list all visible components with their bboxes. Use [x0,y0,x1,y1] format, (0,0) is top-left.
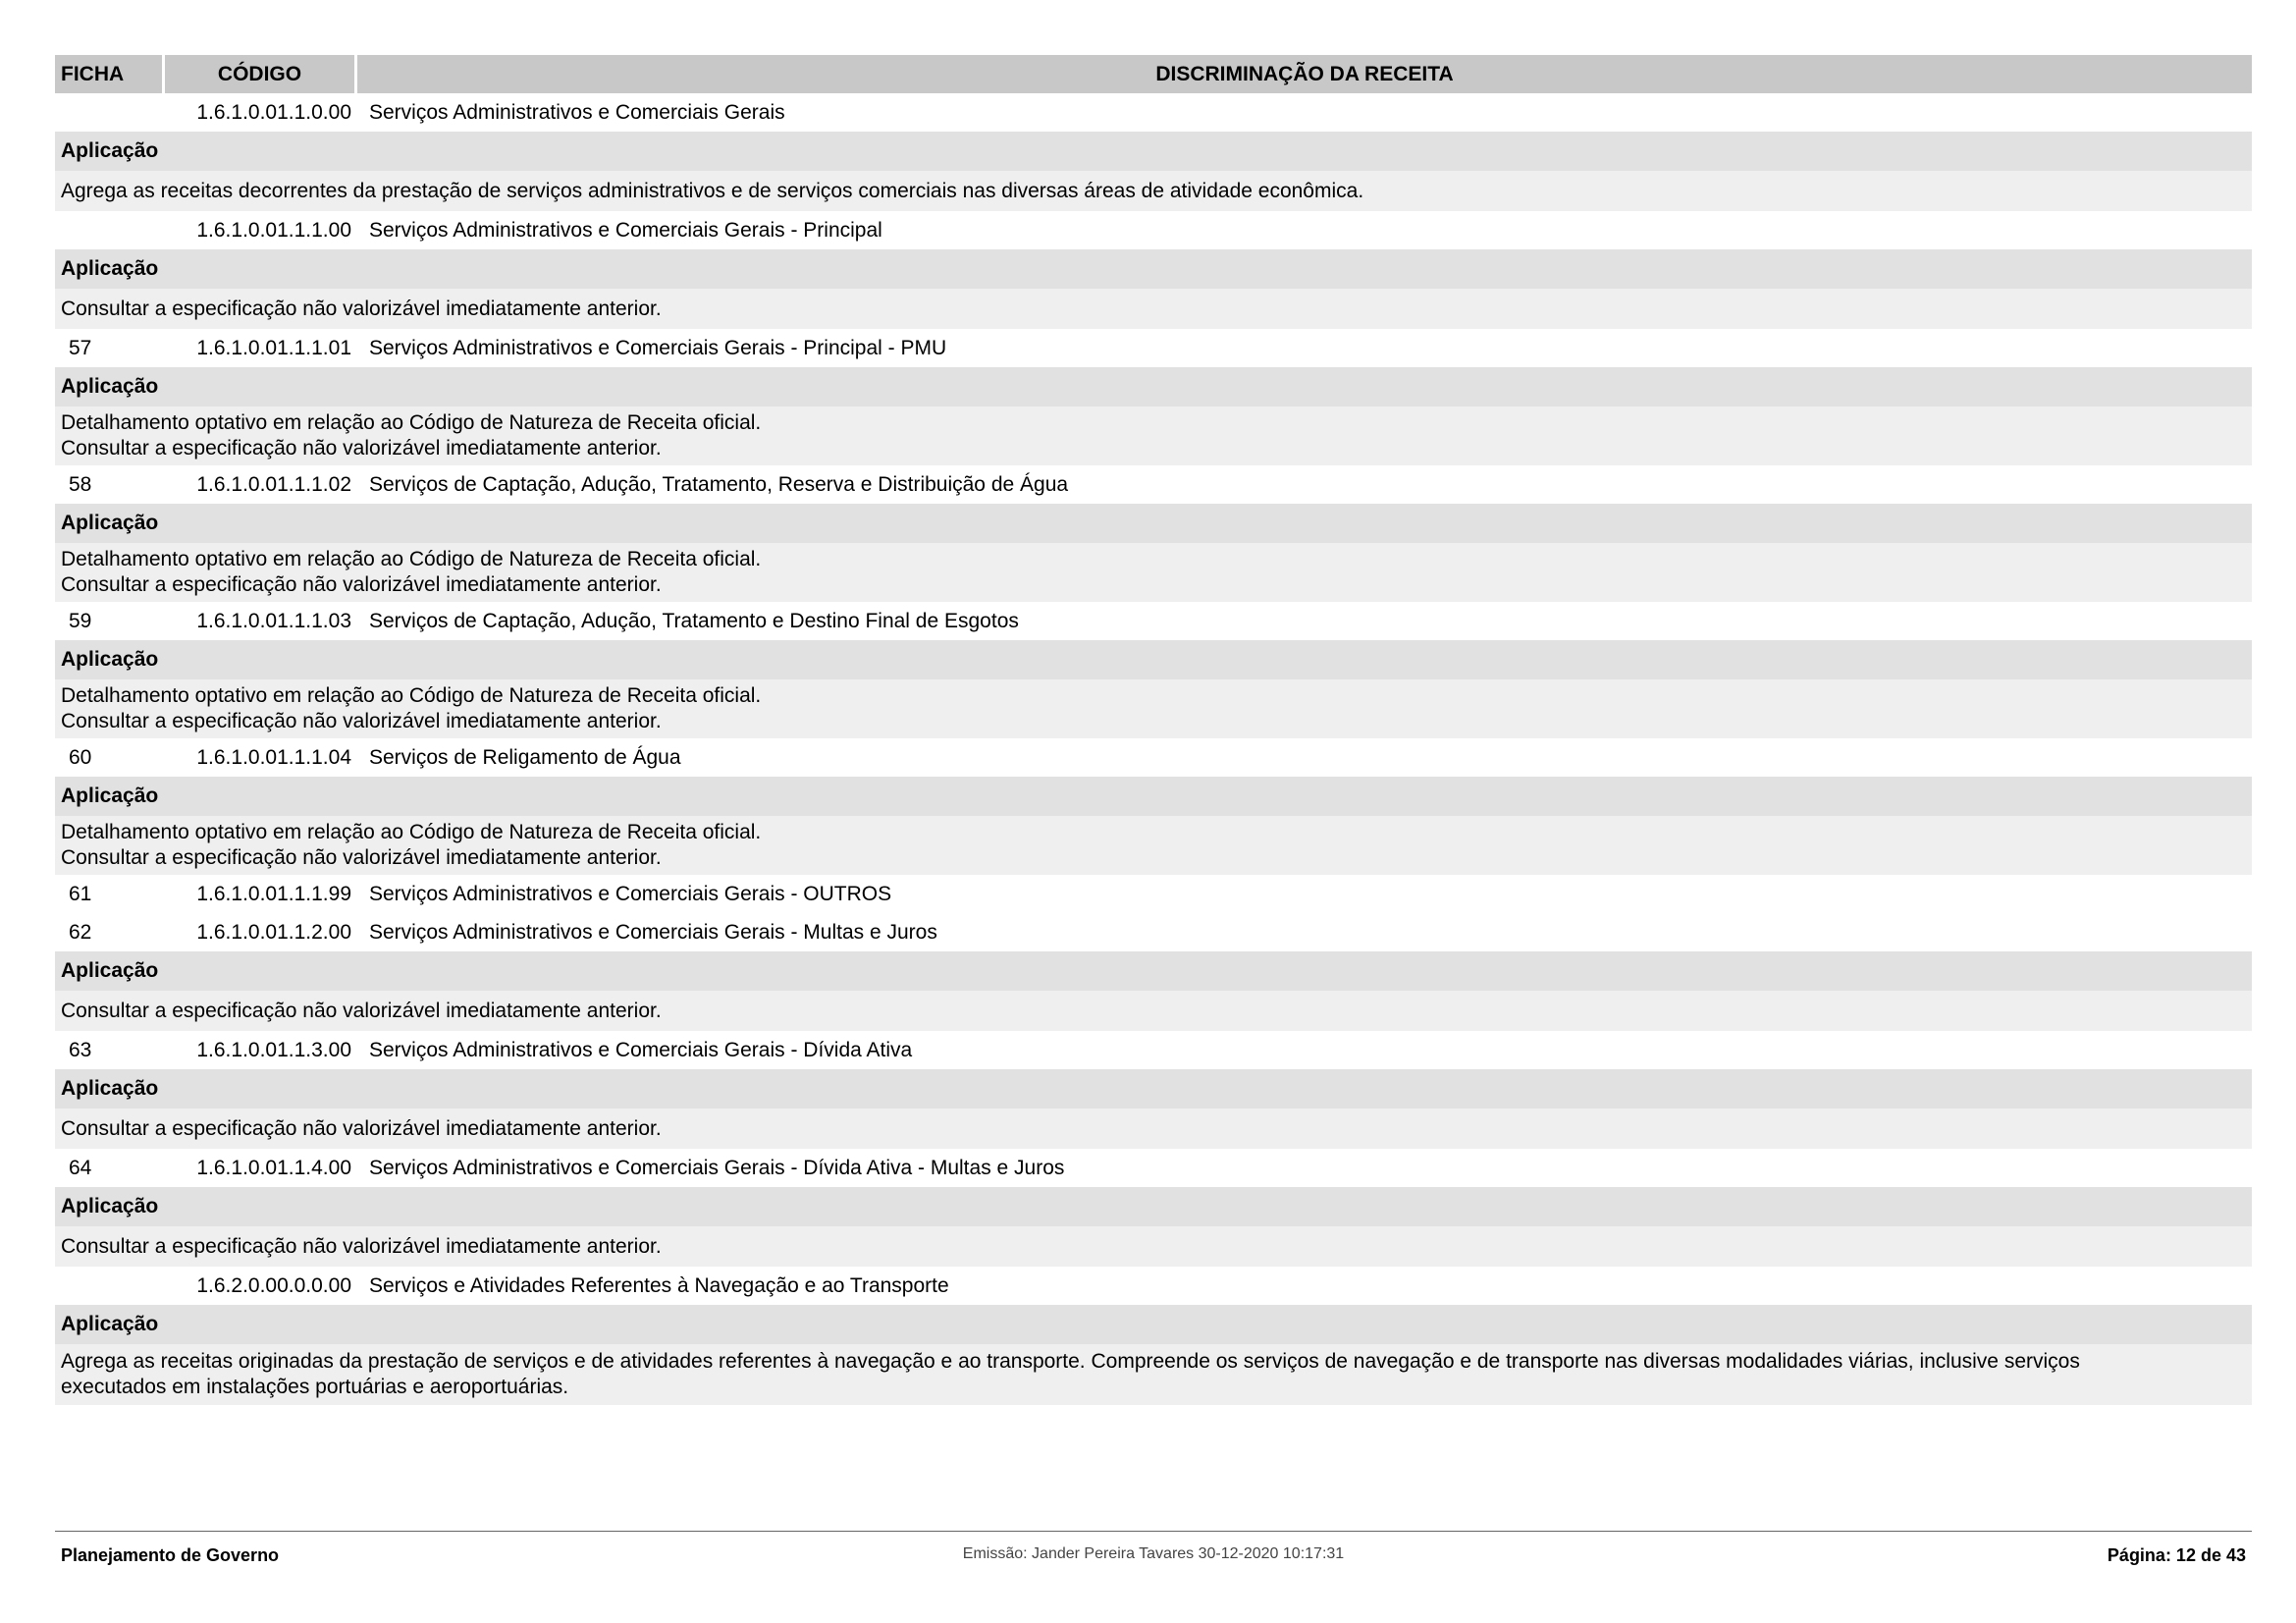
entry-discriminacao: Serviços Administrativos e Comerciais Gerais - Multas e Juros [369,920,937,944]
aplicacao-label: Aplicação [55,1187,2252,1226]
aplicacao-text [55,991,2252,1031]
revenue-entry-row [55,602,2252,640]
report-rows [55,93,2252,1405]
entry-ficha: 60 [69,745,92,769]
aplicacao-line: Consultar a especificação não valorizável imediatamente anterior. [61,846,662,869]
revenue-entry-row [55,465,2252,504]
aplicacao-text [55,171,2252,211]
revenue-report [55,55,2252,1405]
aplicacao-label: Aplicação [55,951,2252,991]
revenue-entry-row [55,1149,2252,1187]
footer-org: Planejamento de Governo [61,1545,280,1565]
entry-discriminacao: Serviços Administrativos e Comerciais Gerais [369,100,785,124]
entry-codigo: 1.6.1.0.01.1.1.99 [196,882,351,905]
table-header [55,55,2252,93]
entry-ficha: 57 [69,336,92,359]
aplicacao-line: Agrega as receitas decorrentes da prestação de serviços administrativos e de serviços comerciais nas diversas áreas de atividade econômica. [61,179,1364,202]
aplicacao-text [55,1226,2252,1267]
entry-discriminacao: Serviços de Captação, Adução, Tratamento, Reserva e Distribuição de Água [369,472,1069,496]
entry-discriminacao: Serviços Administrativos e Comerciais Gerais - Principal [369,218,882,242]
revenue-entry-row [55,1267,2252,1305]
aplicacao-line: Detalhamento optativo em relação ao Código de Natureza de Receita oficial. [61,548,762,570]
aplicacao-label: Aplicação [55,367,2252,406]
revenue-entry-row [55,738,2252,777]
entry-codigo: 1.6.2.0.00.0.0.00 [196,1273,351,1297]
entry-discriminacao: Serviços de Religamento de Água [369,745,681,769]
aplicacao-line: Consultar a especificação não valorizável imediatamente anterior. [61,1116,662,1140]
entry-codigo: 1.6.1.0.01.1.4.00 [196,1156,351,1179]
header-discriminacao: DISCRIMINAÇÃO DA RECEITA [357,55,2252,93]
entry-codigo: 1.6.1.0.01.1.1.01 [196,336,351,359]
aplicacao-line: Consultar a especificação não valorizável imediatamente anterior. [61,297,662,320]
aplicacao-line: Consultar a especificação não valorizável imediatamente anterior. [61,437,662,460]
aplicacao-line: executados em instalações portuárias e aeroportuárias. [61,1376,569,1398]
revenue-entry-row [55,329,2252,367]
entry-ficha: 61 [69,882,92,905]
aplicacao-line: Detalhamento optativo em relação ao Código de Natureza de Receita oficial. [61,684,762,707]
aplicacao-label: Aplicação [55,504,2252,543]
aplicacao-line: Agrega as receitas originadas da prestação de serviços e de atividades referentes à navegação e ao transporte. Compreende os serviços de navegação e de transporte nas diversas modalidades viárias, inclusive serviços [61,1350,2080,1373]
entry-codigo: 1.6.1.0.01.1.1.02 [196,472,351,496]
revenue-entry-row [55,93,2252,132]
aplicacao-label: Aplicação [55,640,2252,679]
aplicacao-line: Detalhamento optativo em relação ao Código de Natureza de Receita oficial. [61,821,762,843]
aplicacao-line: Detalhamento optativo em relação ao Código de Natureza de Receita oficial. [61,411,762,434]
entry-ficha: 58 [69,472,92,496]
entry-codigo: 1.6.1.0.01.1.3.00 [196,1038,351,1061]
aplicacao-text [55,679,2252,738]
aplicacao-text [55,1109,2252,1149]
aplicacao-label: Aplicação [55,132,2252,171]
revenue-entry-row [55,1031,2252,1069]
revenue-entry-row [55,211,2252,249]
aplicacao-label: Aplicação [55,249,2252,289]
entry-codigo: 1.6.1.0.01.1.2.00 [196,920,351,944]
entry-discriminacao: Serviços e Atividades Referentes à Navegação e ao Transporte [369,1273,949,1297]
footer-emission: Emissão: Jander Pereira Tavares 30-12-2020 10:17:31 [962,1545,1345,1562]
entry-discriminacao: Serviços Administrativos e Comerciais Gerais - Principal - PMU [369,336,947,359]
aplicacao-line: Consultar a especificação não valorizável imediatamente anterior. [61,573,662,596]
entry-ficha: 62 [69,920,92,944]
aplicacao-label: Aplicação [55,1069,2252,1109]
footer-page-number: Página: 12 de 43 [2107,1545,2246,1565]
aplicacao-line: Consultar a especificação não valorizável imediatamente anterior. [61,710,662,732]
aplicacao-text [55,289,2252,329]
aplicacao-label: Aplicação [55,777,2252,816]
aplicacao-line: Consultar a especificação não valorizável imediatamente anterior. [61,999,662,1022]
aplicacao-label: Aplicação [55,1305,2252,1344]
entry-ficha: 63 [69,1038,92,1061]
aplicacao-text [55,816,2252,875]
entry-codigo: 1.6.1.0.01.1.1.03 [196,609,351,632]
aplicacao-text [55,1344,2252,1405]
aplicacao-line: Consultar a especificação não valorizável imediatamente anterior. [61,1234,662,1258]
entry-discriminacao: Serviços de Captação, Adução, Tratamento e Destino Final de Esgotos [369,609,1019,632]
aplicacao-text [55,406,2252,465]
header-codigo: CÓDIGO [165,55,354,93]
entry-discriminacao: Serviços Administrativos e Comerciais Gerais - OUTROS [369,882,892,905]
header-ficha: FICHA [55,55,162,93]
entry-discriminacao: Serviços Administrativos e Comerciais Gerais - Dívida Ativa - Multas e Juros [369,1156,1065,1179]
entry-codigo: 1.6.1.0.01.1.1.04 [196,745,351,769]
entry-discriminacao: Serviços Administrativos e Comerciais Gerais - Dívida Ativa [369,1038,913,1061]
revenue-entry-row [55,875,2252,913]
page-footer [55,1531,2252,1581]
aplicacao-text [55,543,2252,602]
entry-ficha: 59 [69,609,92,632]
revenue-entry-row [55,913,2252,951]
entry-codigo: 1.6.1.0.01.1.0.00 [196,100,351,124]
entry-codigo: 1.6.1.0.01.1.1.00 [196,218,351,242]
entry-ficha: 64 [69,1156,92,1179]
